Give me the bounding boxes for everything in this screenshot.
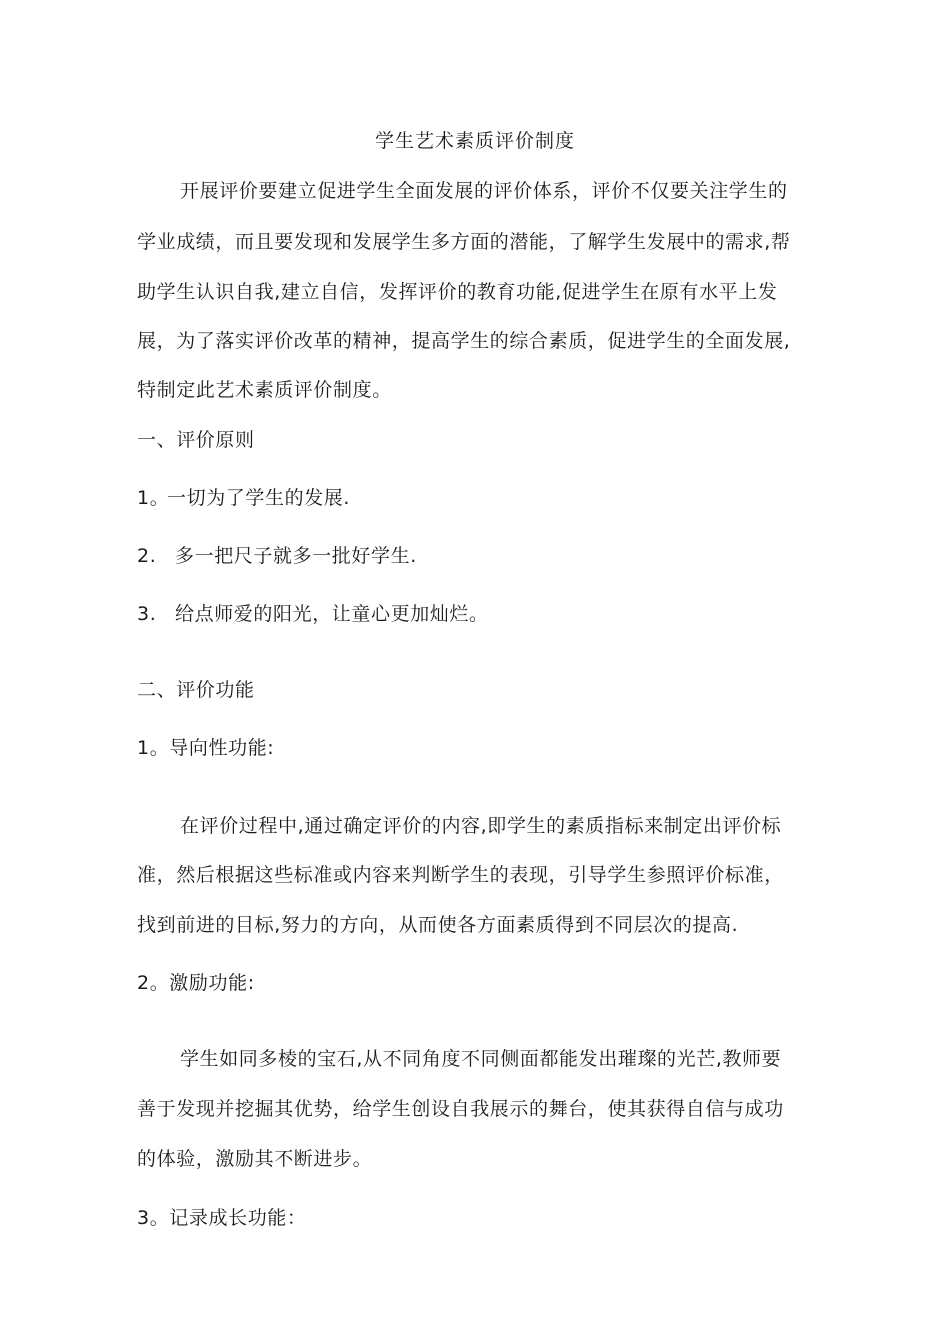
intro-line-3: 助学生认识自我,建立自信，发挥评价的教育功能,促进学生在原有水平上发 xyxy=(137,281,778,303)
principle-1-number: 1。 xyxy=(137,487,170,509)
function-2-line-1: 学生如同多棱的宝石,从不同角度不同侧面都能发出璀璨的光芒,教师要 xyxy=(180,1048,782,1070)
function-1-heading: 1。导向性功能: xyxy=(137,737,275,759)
function-1-line-1: 在评价过程中,通过确定评价的内容,即学生的素质指标来制定出评价标 xyxy=(180,815,782,837)
intro-line-4: 展，为了落实评价改革的精神，提高学生的综合素质，促进学生的全面发展, xyxy=(137,330,791,352)
function-3-heading: 3。记录成长功能： xyxy=(137,1207,307,1229)
function-2-line-3: 的体验，激励其不断进步。 xyxy=(137,1148,373,1170)
intro-line-1: 开展评价要建立促进学生全面发展的评价体系，评价不仅要关注学生的 xyxy=(180,180,788,202)
section2-heading: 二、评价功能 xyxy=(137,679,255,701)
principle-1-text: 一切为了学生的发展. xyxy=(167,487,351,509)
document-title: 学生艺术素质评价制度 xyxy=(374,130,575,152)
section1-heading: 一、评价原则 xyxy=(137,429,255,451)
principle-2-text: 多一把尺子就多一批好学生. xyxy=(175,545,417,567)
principle-3-number: 3. xyxy=(137,603,157,625)
function-1-line-2: 准，然后根据这些标准或内容来判断学生的表现，引导学生参照评价标准， xyxy=(137,864,784,886)
intro-line-5: 特制定此艺术素质评价制度。 xyxy=(137,379,392,401)
function-2-line-2: 善于发现并挖掘其优势，给学生创设自我展示的舞台，使其获得自信与成功 xyxy=(137,1098,784,1120)
principle-3-text: 给点师爱的阳光，让童心更加灿烂。 xyxy=(175,603,489,625)
principle-2-number: 2. xyxy=(137,545,157,567)
function-2-heading: 2。激励功能: xyxy=(137,972,255,994)
function-1-line-3: 找到前进的目标,努力的方向，从而使各方面素质得到不同层次的提高. xyxy=(137,914,739,936)
intro-line-2: 学业成绩，而且要发现和发展学生多方面的潜能，了解学生发展中的需求,帮 xyxy=(137,231,791,253)
